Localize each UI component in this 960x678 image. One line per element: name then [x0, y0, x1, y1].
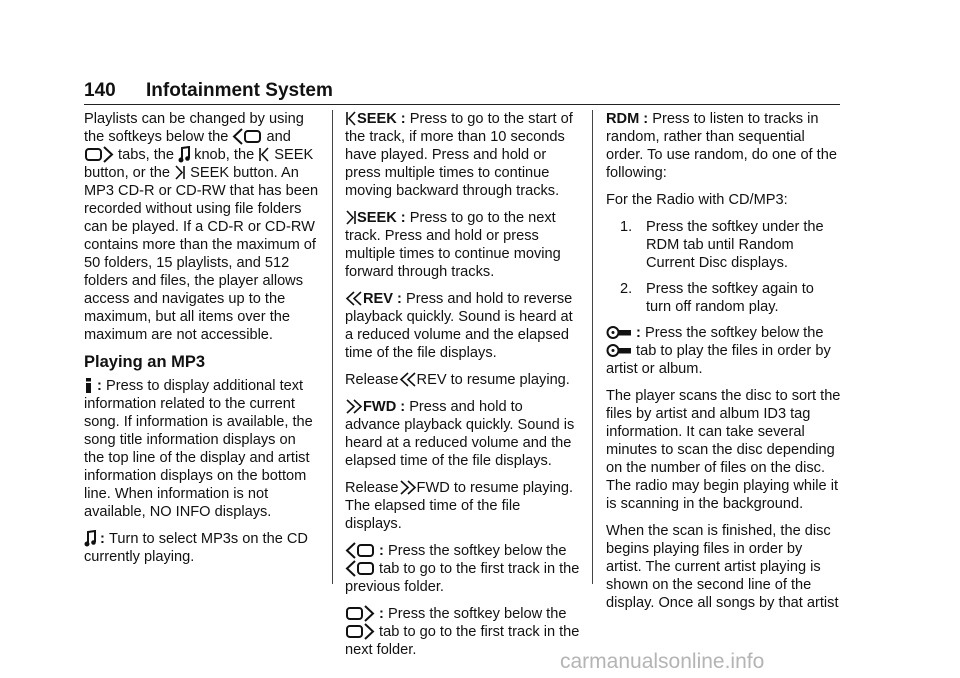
artist-album-icon: [606, 342, 632, 359]
column-divider: [592, 110, 593, 584]
header-rule: [84, 104, 840, 105]
page-number: 140: [84, 80, 116, 101]
music-note-icon: [84, 530, 96, 547]
list-item: 1. Press the softkey under the RDM tab until Random Current Disc displays.: [620, 219, 824, 271]
seek-back-icon: [258, 146, 270, 163]
column-1: [84, 110, 320, 575]
column-2: [345, 110, 581, 668]
column-divider: [332, 110, 333, 584]
info-icon: [84, 377, 93, 394]
watermark: carmanualsonline.info: [560, 650, 765, 673]
paragraph-scan: The player scans the disc to sort the files by artist and album ID3 tag information. It can take several minutes to scan the disc depending on the number of files on the disc. The radio may begin playing while it is scanning in the background.: [606, 388, 841, 512]
paragraph-seek-back: SEEK : Press to go to the start of the track, if more than 10 seconds have played. Press and hold or press multiple times to continue moving backward through tracks.: [345, 111, 573, 199]
paragraph-scan-finished: When the scan is finished, the disc begins playing files in order by artist. The current artist playing is shown on the second line of the display. Once all songs by that artist: [606, 523, 839, 611]
seek-forward-icon: [345, 209, 357, 226]
folder-prev-icon: [232, 128, 262, 145]
paragraph-forward: FWD : Press and hold to advance playback quickly. Sound is heard at a reduced volume and the elapsed time of the file displays.: [345, 399, 575, 469]
paragraph-reverse-release: Release REV to resume playing.: [345, 372, 570, 388]
reverse-icon: [399, 371, 417, 388]
paragraph-reverse: REV : Press and hold to reverse playback quickly. Sound is heard at a reduced volume and the elapsed time of the file displays.: [345, 291, 573, 361]
fast-forward-icon: [399, 479, 417, 496]
paragraph-forward-release: Release FWD to resume playing. The elapsed time of the file displays.: [345, 480, 574, 532]
paragraph-previous-folder: : Press the softkey below the tab to go to the first track in the previous folder.: [345, 543, 580, 595]
fast-forward-icon: [345, 398, 363, 415]
paragraph-tune: : Turn to select MP3s on the CD currently playing.: [84, 531, 308, 565]
column-3: [606, 110, 842, 621]
folder-next-icon: [345, 605, 375, 622]
folder-prev-icon: [345, 542, 375, 559]
folder-next-icon: [84, 146, 114, 163]
seek-forward-icon: [174, 164, 186, 181]
folder-next-icon: [345, 623, 375, 640]
seek-back-icon: [345, 110, 357, 127]
page-title: Infotainment System: [146, 80, 333, 101]
paragraph-info: : Press to display additional text information related to the current song. If information is available, the song title information displays on the top line of the display and artist information displays on the bottom line. When information is not available, NO INFO displays.: [84, 378, 313, 520]
music-note-icon: [178, 146, 190, 163]
paragraph-seek-forward: SEEK : Press to go to the next track. Press and hold or press multiple times to continue moving forward through tracks.: [345, 210, 561, 280]
reverse-icon: [345, 290, 363, 307]
paragraph-next-folder: : Press the softkey below the tab to go to the first track in the next folder.: [345, 606, 580, 658]
page-header: [84, 80, 840, 106]
artist-album-icon: [606, 324, 632, 341]
section-heading: Playing an MP3: [84, 353, 206, 371]
paragraph-radio-intro: For the Radio with CD/MP3:: [606, 192, 788, 208]
paragraph-playlists: Playlists can be changed by using the softkeys below the and tabs, the knob, the SEEK button, or the SEEK button. An MP3 CD-R or CD-RW that has been recorded without using file folders can be played. If a CD-R or CD-RW contains more than the maximum of 50 folders, 15 playlists, and 512 folders and files, the player allows access and navigates up to the maximum, but all items over the maximum are not accessible.: [84, 111, 319, 343]
steps-list: [606, 218, 842, 316]
list-item: 2. Press the softkey again to turn off random play.: [620, 281, 814, 315]
paragraph-random: RDM : Press to listen to tracks in random, rather than sequential order. To use random, do one of the following:: [606, 111, 837, 181]
paragraph-artist: : Press the softkey below the tab to play the files in order by artist or album.: [606, 325, 831, 377]
folder-prev-icon: [345, 560, 375, 577]
